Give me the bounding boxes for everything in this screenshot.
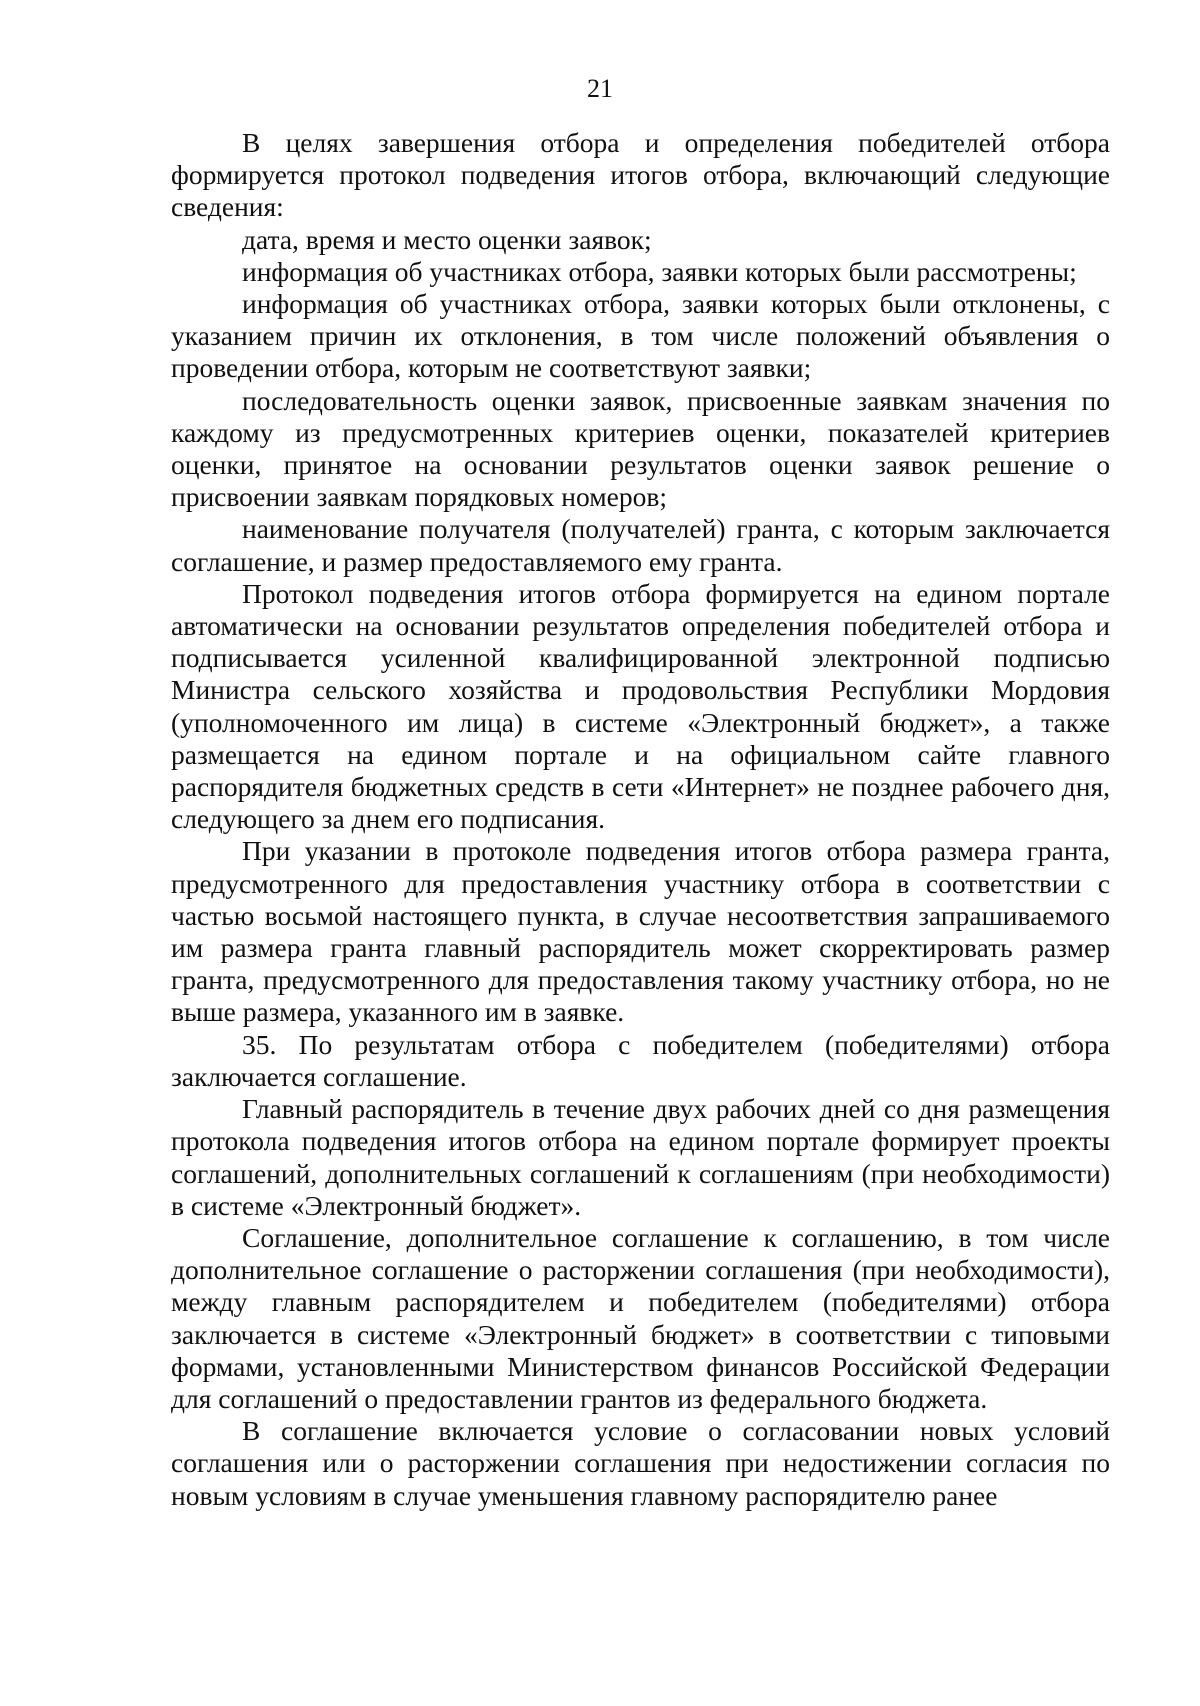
list-item-evaluation-sequence: последовательность оценки заявок, присвоенные заявкам значения по каждому из предусмотренных критериев оценки, показателей критериев оценки, принятое на основании результатов оценки заявок решение о присвоении заявкам порядковых номеров; (171, 384, 1110, 513)
paragraph-protocol-formation: Протокол подведения итогов отбора формируется на едином портале автоматически на основании результатов определения победителей отбора и подписывается усиленной квалифицированной электронной подписью Министра сельского хозяйства и продовольствия Республики Мордовия (уполномоченного им лица) в системе «Электронный бюджет», а также размещается на едином портале и на официальном сайте главного распорядителя бюджетных средств в сети «Интернет» не позднее рабочего дня, следующего за днем его подписания. (171, 577, 1110, 835)
document-body (171, 127, 1110, 1512)
list-item-date-time-place: дата, время и место оценки заявок; (242, 223, 652, 255)
page-number: 21 (587, 74, 613, 103)
paragraph-agreement-forms: Соглашение, дополнительное соглашение к соглашению, в том числе дополнительное соглашение о расторжении соглашения (при необходимости), между главным распорядителем и победителем (победителями) отбора заключается в системе «Электронный бюджет» в соответствии с типовыми формами, установленными Министерством финансов Российской Федерации для соглашений о предоставлении грантов из федерального бюджета. (171, 1221, 1110, 1414)
paragraph-clause-35: 35. По результатам отбора с победителем (победителями) отбора заключается соглашение. (171, 1028, 1110, 1092)
paragraph-intro: В целях завершения отбора и определения победителей отбора формируется протокол подведения итогов отбора, включающий следующие сведения: (171, 127, 1110, 223)
list-item-rejected-participants: информация об участниках отбора, заявки которых были отклонены, с указанием причин их отклонения, в том числе положений объявления о проведении отбора, которым не соответствуют заявки; (171, 288, 1110, 384)
paragraph-draft-agreements: Главный распорядитель в течение двух рабочих дней со дня размещения протокола подведения итогов отбора на едином портале формирует проекты соглашений, дополнительных соглашений к соглашениям (при необходимости) в системе «Электронный бюджет». (171, 1093, 1110, 1221)
paragraph-grant-size-correction: При указании в протоколе подведения итогов отбора размера гранта, предусмотренного для предоставления участнику отбора в соответствии с частью восьмой настоящего пункта, в случае несоответствия запрашиваемого им размера гранта главный распорядитель может скорректировать размер гранта, предусмотренного для предоставления такому участнику отбора, но не выше размера, указанного им в заявке. (171, 835, 1110, 1028)
list-item-grant-recipient: наименование получателя (получателей) гранта, с которым заключается соглашение, и размер предоставляемого ему гранта. (171, 513, 1110, 577)
paragraph-agreement-conditions: В соглашение включается условие о согласовании новых условий соглашения или о расторжении соглашения при недостижении согласия по новым условиям в случае уменьшения главному распорядителю ранее (171, 1415, 1110, 1511)
list-item-reviewed-participants: информация об участниках отбора, заявки которых были рассмотрены; (242, 255, 1077, 287)
